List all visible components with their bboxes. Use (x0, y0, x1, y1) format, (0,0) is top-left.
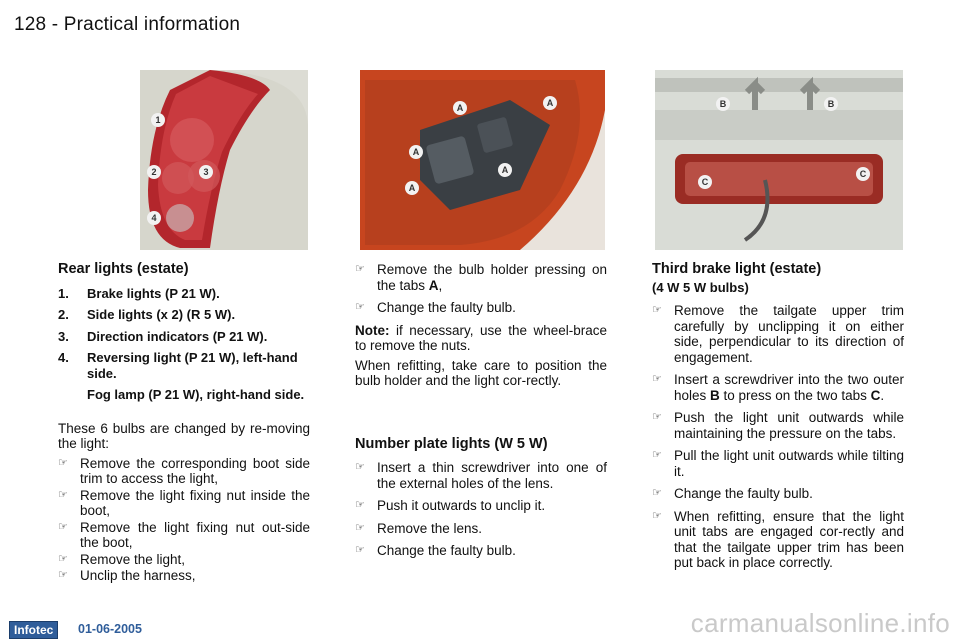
step-text-mid: to press on the two tabs (719, 387, 871, 403)
note-body: if necessary, use the wheel-brace to remove the nuts. (355, 322, 607, 353)
section-title: Rear lights (estate) (58, 261, 189, 277)
rear-light-illustration (140, 70, 308, 250)
third-brake-light-illustration (655, 70, 903, 250)
refit-text: When refitting, take care to position the bulb holder and the light cor-rectly. (355, 357, 607, 388)
list-item (355, 460, 607, 491)
step-list (355, 262, 607, 316)
hand-pointer-icon: ☞ (652, 411, 662, 423)
intro-text: These 6 bulbs are changed by re-moving the light: (58, 420, 310, 451)
callout-label: A (546, 98, 554, 108)
callout-label: B (719, 99, 727, 109)
list-item (355, 498, 607, 514)
step-text: Remove the light, (80, 551, 186, 567)
bulb-holder-section (355, 262, 607, 566)
list-item (355, 543, 607, 559)
step-text: Unclip the harness, (80, 568, 196, 583)
third-brake-light-section (652, 262, 904, 578)
list-item (652, 509, 904, 571)
watermark: carmanualsonline.info (690, 608, 950, 638)
step-text-end: , (438, 277, 443, 293)
callout-label: B (827, 99, 835, 109)
bulb-list (58, 286, 310, 403)
step-text: Remove the lens. (377, 520, 483, 536)
callout-label: A (412, 147, 420, 157)
step-text: Change the faulty bulb. (377, 300, 516, 315)
step-list (355, 460, 607, 559)
callout-label: 2 (151, 167, 157, 177)
step-text: Pull the light unit outwards while tilting it. (674, 448, 904, 479)
item-number: 1. (58, 285, 69, 301)
hand-pointer-icon: ☞ (355, 544, 365, 556)
hand-pointer-icon: ☞ (58, 488, 68, 501)
step-text: Change the faulty bulb. (377, 543, 516, 558)
list-item (652, 448, 904, 479)
callout-label: C (701, 177, 709, 187)
callout-label: A (408, 183, 416, 193)
hand-pointer-icon: ☞ (58, 569, 68, 581)
list-item (652, 372, 904, 403)
list-item (58, 520, 310, 551)
hand-pointer-icon: ☞ (355, 499, 365, 511)
hand-pointer-icon: ☞ (355, 301, 365, 313)
callout-label: 3 (203, 167, 209, 177)
hand-pointer-icon: ☞ (58, 456, 68, 469)
list-item (355, 262, 607, 293)
list-item (58, 568, 310, 584)
item-number: 4. (58, 350, 69, 365)
list-item (58, 456, 310, 487)
hand-pointer-icon: ☞ (355, 263, 365, 275)
hand-pointer-icon: ☞ (652, 509, 662, 522)
list-item (652, 303, 904, 365)
list-item (58, 307, 310, 323)
item-text: Brake lights (P 21 W). (87, 285, 220, 301)
list-item (652, 486, 904, 502)
step-text: Change the faulty bulb. (674, 486, 813, 501)
step-text: Push the light unit outwards while maintaining the pressure on the tabs. (674, 410, 904, 441)
item-number: 2. (58, 307, 69, 322)
hand-pointer-icon: ☞ (58, 520, 68, 533)
item-text: Reversing light (P 21 W), left-hand side. (87, 350, 298, 381)
step-text-end: . (880, 387, 885, 403)
list-item (58, 552, 310, 568)
hand-pointer-icon: ☞ (652, 449, 662, 461)
tab-label: C (870, 387, 881, 403)
hole-label: B (710, 387, 720, 403)
list-item (355, 521, 607, 537)
section-title: Number plate lights (W 5 W) (355, 435, 548, 452)
section-title: Third brake light (estate) (652, 261, 822, 277)
hand-pointer-icon: ☞ (58, 552, 68, 565)
item-text: Direction indicators (P 21 W). (87, 328, 268, 344)
infotec-badge: Infotec (9, 621, 58, 639)
item-text: Side lights (x 2) (R 5 W). (87, 307, 236, 322)
list-item (58, 329, 310, 345)
step-text: Remove the light fixing nut inside the boot, (80, 487, 310, 518)
bulb-holder-illustration (360, 70, 605, 250)
step-text: Remove the tailgate upper trim carefully by unclipping it on either side, perpendicular to its direction of engagement. (674, 303, 904, 365)
rear-lights-section (58, 262, 310, 585)
step-text: When refitting, ensure that the light unit tabs are engaged cor-rectly and that the tailgate upper trim has been put back in place correctly. (674, 508, 904, 570)
tab-label: A (428, 277, 439, 293)
item-number: 3. (58, 328, 69, 344)
hand-pointer-icon: ☞ (355, 461, 365, 473)
list-item (58, 350, 310, 403)
step-text: Remove the light fixing nut out-side the boot, (80, 519, 310, 550)
step-text: Insert a thin screwdriver into one of the external holes of the lens. (377, 460, 607, 491)
list-item (58, 286, 310, 302)
hand-pointer-icon: ☞ (652, 304, 662, 316)
step-text: Remove the corresponding boot side trim to access the light, (80, 455, 310, 486)
item-extra: Fog lamp (P 21 W), right-hand side. (87, 387, 305, 402)
list-item (355, 300, 607, 316)
callout-label: 1 (155, 115, 161, 125)
step-text: Remove the bulb holder pressing on the tabs (377, 262, 607, 293)
section-subtitle: (4 W 5 W bulbs) (652, 279, 749, 295)
page-title: 128 - Practical information (14, 14, 241, 35)
hand-pointer-icon: ☞ (652, 487, 662, 499)
callout-label: C (859, 169, 867, 179)
step-text: Push it outwards to unclip it. (377, 498, 546, 513)
note-text (355, 323, 607, 354)
callout-label: 4 (151, 213, 157, 223)
list-item (652, 410, 904, 441)
step-list (652, 303, 904, 571)
hand-pointer-icon: ☞ (355, 521, 365, 534)
step-text: Insert a screwdriver into the two outer holes (674, 372, 904, 403)
callout-label: A (501, 165, 509, 175)
step-list (58, 456, 310, 584)
callout-label: A (456, 103, 464, 113)
note-label: Note: (355, 322, 390, 338)
footer-date: 01-06-2005 (78, 622, 142, 636)
hand-pointer-icon: ☞ (652, 373, 662, 385)
list-item (58, 488, 310, 519)
